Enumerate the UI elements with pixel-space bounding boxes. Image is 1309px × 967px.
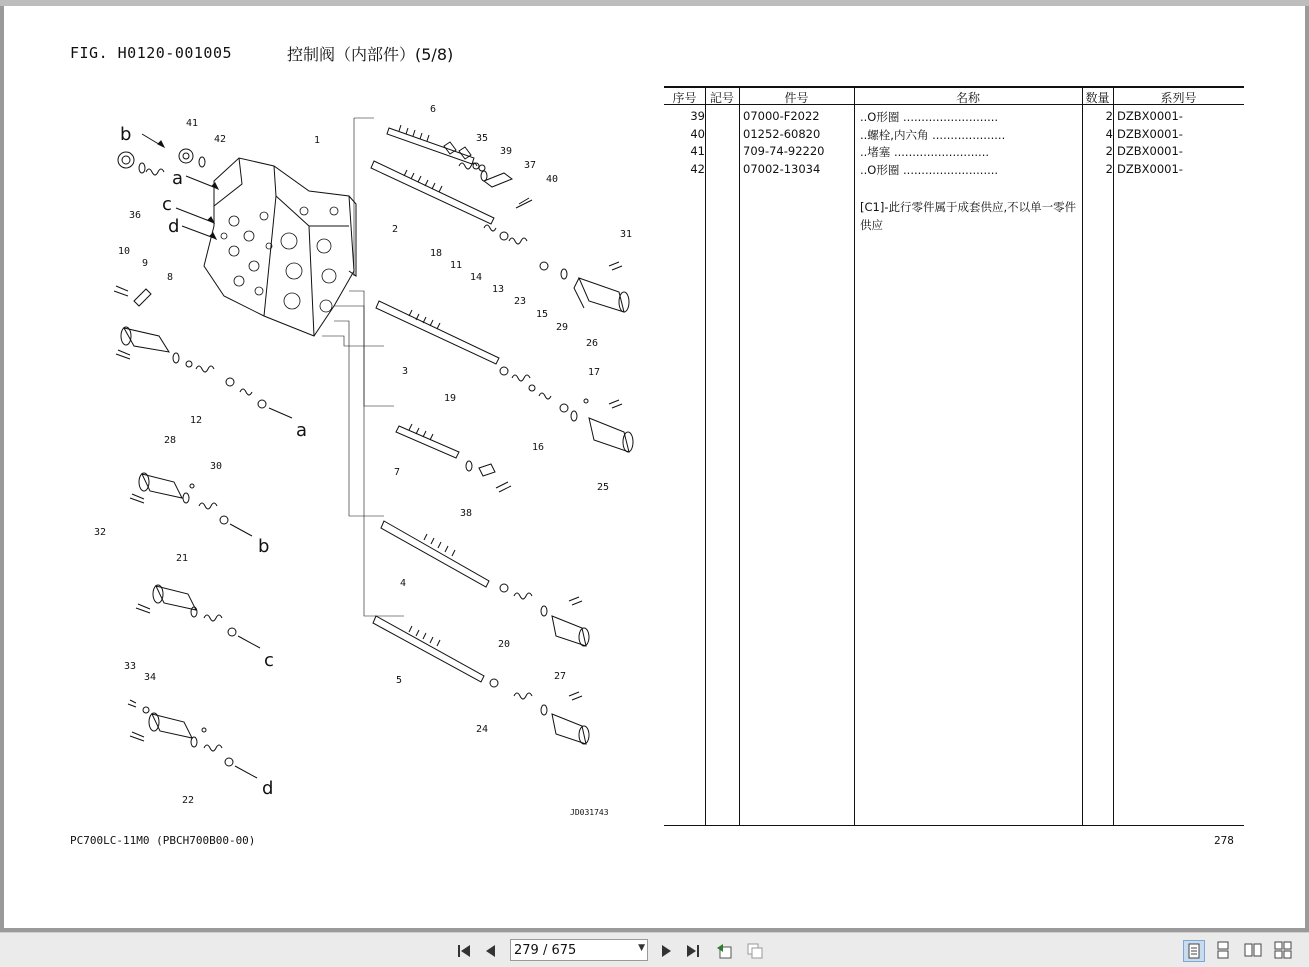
arrow-label-b: b: [120, 124, 132, 145]
callout-34: 34: [144, 672, 157, 683]
arrow-label-c: c: [162, 194, 172, 215]
solenoid-26-left-drawing: [121, 327, 169, 352]
next-page-icon[interactable]: [656, 941, 676, 961]
callout-17: 17: [588, 367, 601, 378]
row-part-no: 01252-60820: [743, 127, 821, 141]
spool-5-drawing: [373, 616, 484, 682]
row-qty: 4: [1105, 127, 1113, 141]
table-note: [C1]-此行零件属于成套供应,不以单一零件供应: [860, 200, 1077, 232]
callout-16: 16: [532, 442, 545, 453]
callout-22: 22: [182, 795, 195, 806]
viewer-toolbar: [0, 932, 1309, 967]
row-name: ..螺栓,内六角 ....................: [860, 128, 1006, 142]
solenoid-27-lower-drawing: [552, 714, 589, 744]
callout-14: 14: [470, 272, 483, 283]
row-series: DZBX0001-: [1117, 162, 1183, 176]
solenoid-28-lower-drawing: [149, 713, 192, 738]
callout-2: 2: [392, 224, 399, 235]
table-row: [664, 162, 1244, 180]
callout-18: 18: [430, 248, 443, 259]
callout-8: 8: [167, 272, 174, 283]
callout-33: 33: [124, 661, 137, 672]
callout-11: 11: [450, 260, 463, 271]
row-seq: 40: [690, 127, 705, 141]
callout-21: 21: [176, 553, 189, 564]
callout-35: 35: [476, 133, 489, 144]
row-qty: 2: [1105, 109, 1113, 123]
callout-41: 41: [186, 118, 199, 129]
page-number-input[interactable]: [514, 942, 624, 958]
facing-view-icon[interactable]: [1243, 940, 1265, 962]
spool-7-drawing: [396, 424, 459, 458]
callout-26: 26: [586, 338, 599, 349]
solenoid-25-drawing: [589, 418, 633, 452]
row-part-no: 709-74-92220: [743, 144, 825, 158]
drawing-code: JD031743: [570, 808, 609, 817]
table-bottom-rule: [664, 825, 1244, 826]
figure-title: 控制阀（内部件）(5/8): [287, 45, 454, 64]
spool-6-drawing: [387, 125, 485, 171]
header-qty: 数量: [1085, 91, 1110, 105]
footer-model: PC700LC-11M0 (PBCH700B00-00): [70, 834, 256, 847]
arrow-label-d: d: [168, 216, 180, 237]
continuous-facing-view-icon[interactable]: [1273, 940, 1295, 962]
column-divider: [854, 86, 855, 826]
callout-9: 9: [142, 258, 149, 269]
row-name: ..O形圈 ..........................: [860, 110, 999, 124]
solenoid-27-left-drawing: [153, 585, 196, 610]
row-seq: 41: [690, 144, 705, 158]
callout-42: 42: [214, 134, 227, 145]
chevron-down-icon[interactable]: ▼: [638, 943, 645, 953]
callout-27: 27: [554, 671, 567, 682]
callout-10: 10: [118, 246, 131, 257]
continuous-view-icon[interactable]: [1213, 940, 1235, 962]
callout-39: 39: [500, 146, 513, 157]
header-seq: 序号: [672, 91, 697, 105]
callout-19: 19: [444, 393, 457, 404]
spool-2-drawing: [371, 161, 494, 224]
table-row: [664, 144, 1244, 162]
callout-37: 37: [524, 160, 537, 171]
callout-7: 7: [394, 467, 401, 478]
row-seq: 42: [690, 162, 705, 176]
row-qty: 2: [1105, 144, 1113, 158]
header-mark: 記号: [709, 91, 734, 105]
row-qty: 2: [1105, 162, 1113, 176]
row-series: DZBX0001-: [1117, 109, 1183, 123]
parts-list-table: [664, 86, 1244, 826]
arrow-label-a: a: [172, 168, 184, 189]
row-name: ..堵塞 ..........................: [860, 145, 990, 159]
arrow-label-c-lower: c: [264, 650, 274, 671]
callout-28: 28: [164, 435, 177, 446]
previous-view-icon[interactable]: [714, 941, 734, 961]
part-number-callouts: [94, 104, 632, 806]
previous-page-icon[interactable]: [481, 941, 501, 961]
row-part-no: 07000-F2022: [743, 109, 820, 123]
next-view-icon[interactable]: [745, 941, 765, 961]
column-divider: [739, 86, 740, 826]
callout-40: 40: [546, 174, 559, 185]
solenoid-26-drawing: [574, 278, 629, 312]
callout-23: 23: [514, 296, 527, 307]
table-top-rule: [664, 86, 1244, 88]
arrow-label-b-lower: b: [258, 536, 270, 557]
arrow-label-a-lower: a: [296, 420, 308, 441]
footer-page-number: 278: [1214, 834, 1234, 847]
header-series: 系列号: [1160, 91, 1197, 105]
arrow-label-d-lower: d: [262, 778, 274, 799]
row-seq: 39: [690, 109, 705, 123]
column-divider: [1082, 86, 1083, 826]
row-series: DZBX0001-: [1117, 127, 1183, 141]
row-part-no: 07002-13034: [743, 162, 821, 176]
first-page-icon[interactable]: [454, 941, 474, 961]
callout-20: 20: [498, 639, 511, 650]
callout-3: 3: [402, 366, 409, 377]
solenoid-27-upper-drawing: [552, 616, 589, 646]
figure-code: FIG. H0120-001005: [70, 44, 233, 62]
document-page: [4, 6, 1305, 928]
callout-36: 36: [129, 210, 142, 221]
callout-32: 32: [94, 527, 107, 538]
callout-6: 6: [430, 104, 437, 115]
callout-31: 31: [620, 229, 633, 240]
callout-1: 1: [314, 135, 321, 146]
row-name: ..O形圈 ..........................: [860, 163, 999, 177]
callout-5: 5: [396, 675, 403, 686]
valve-body-drawing: [204, 158, 356, 336]
callout-38: 38: [460, 508, 473, 519]
row-series: DZBX0001-: [1117, 144, 1183, 158]
table-row: [664, 109, 1244, 127]
table-row: [664, 127, 1244, 145]
callout-15: 15: [536, 309, 549, 320]
callout-24: 24: [476, 724, 489, 735]
solenoid-28-upper-drawing: [139, 473, 182, 498]
column-divider: [705, 86, 706, 826]
last-page-icon[interactable]: [683, 941, 703, 961]
spool-3-drawing: [376, 301, 499, 364]
callout-12: 12: [190, 415, 203, 426]
single-page-view-icon[interactable]: [1183, 940, 1205, 962]
callout-13: 13: [492, 284, 505, 295]
exploded-parts-diagram: [64, 96, 644, 826]
header-name: 名称: [955, 91, 980, 105]
callout-25: 25: [597, 482, 610, 493]
page-selector[interactable]: [510, 939, 648, 961]
column-divider: [1113, 86, 1114, 826]
callout-30: 30: [210, 461, 223, 472]
callout-29: 29: [556, 322, 569, 333]
spool-4-drawing: [381, 521, 489, 587]
header-part-no: 件号: [784, 91, 809, 105]
callout-4: 4: [400, 578, 407, 589]
